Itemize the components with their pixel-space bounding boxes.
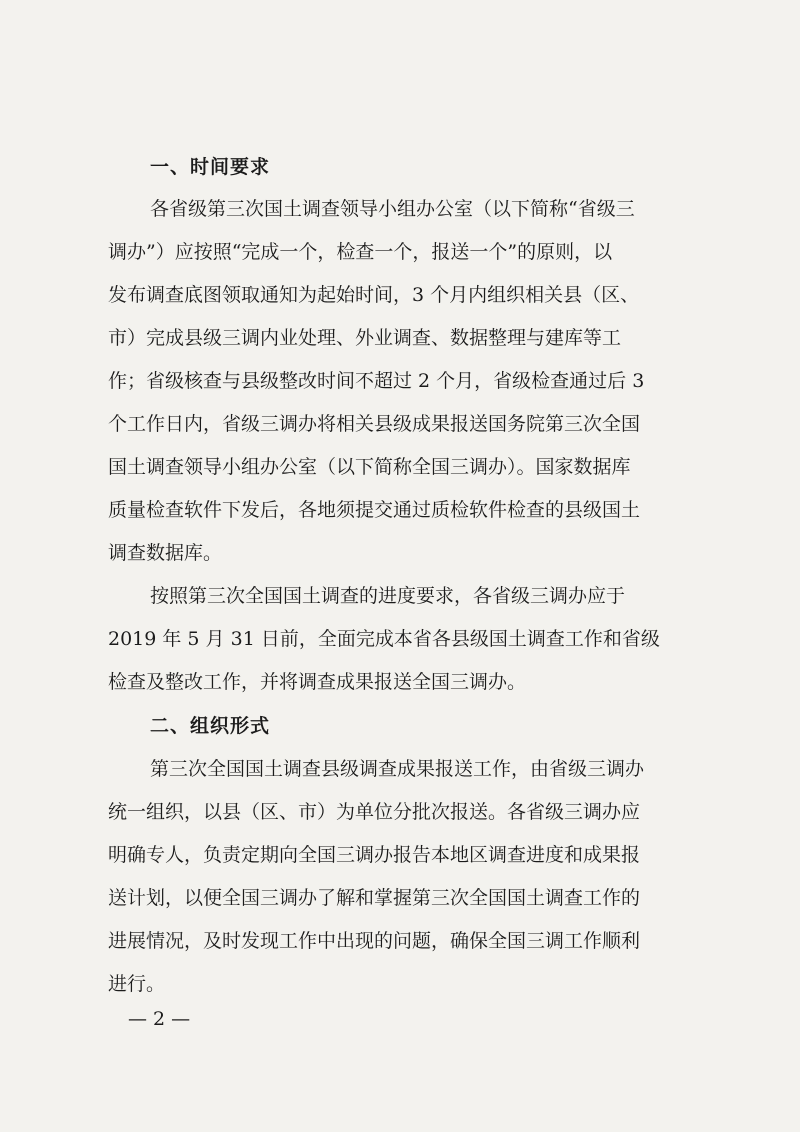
- section-heading-time-requirements: 一、时间要求: [150, 156, 271, 178]
- paragraph-line: 进展情况，及时发现工作中出现的问题，确保全国三调工作顺利: [108, 930, 641, 952]
- paragraph-line: 质量检查软件下发后，各地须提交通过质检软件检查的县级国土: [108, 499, 641, 521]
- paragraph-line: 作；省级核查与县级整改时间不超过 2 个月，省级检查通过后 3: [108, 370, 645, 392]
- paragraph-line: 统一组织，以县（区、市）为单位分批次报送。各省级三调办应: [108, 801, 641, 823]
- paragraph-line: 送计划，以便全国三调办了解和掌握第三次全国国土调查工作的: [108, 887, 641, 909]
- paragraph-line: 按照第三次全国国土调查的进度要求，各省级三调办应于: [150, 585, 626, 607]
- paragraph-line: 进行。: [108, 973, 166, 995]
- paragraph-line: 各省级第三次国土调查领导小组办公室（以下简称“省级三: [150, 198, 635, 220]
- paragraph-line: 国土调查领导小组办公室（以下简称全国三调办）。国家数据库: [108, 456, 631, 478]
- paragraph-line: 2019 年 5 月 31 日前，全面完成本省各县级国土调查工作和省级: [108, 628, 660, 650]
- paragraph-line: 市）完成县级三调内业处理、外业调查、数据整理与建库等工: [108, 327, 622, 349]
- paragraph-line: 明确专人，负责定期向全国三调办报告本地区调查进度和成果报: [108, 844, 641, 866]
- section-heading-organization-form: 二、组织形式: [150, 715, 271, 737]
- paragraph-line: 调查数据库。: [108, 542, 223, 564]
- paragraph-line: 第三次全国国土调查县级调查成果报送工作，由省级三调办: [150, 758, 645, 780]
- paragraph-line: 发布调查底图领取通知为起始时间，3 个月内组织相关县（区、: [108, 284, 640, 306]
- paragraph-line: 调办”）应按照“完成一个，检查一个，报送一个”的原则，以: [108, 241, 613, 263]
- page-number: — 2 —: [128, 1008, 191, 1030]
- paragraph-line: 检查及整改工作，并将调查成果报送全国三调办。: [108, 671, 527, 693]
- paragraph-line: 个工作日内，省级三调办将相关县级成果报送国务院第三次全国: [108, 413, 641, 435]
